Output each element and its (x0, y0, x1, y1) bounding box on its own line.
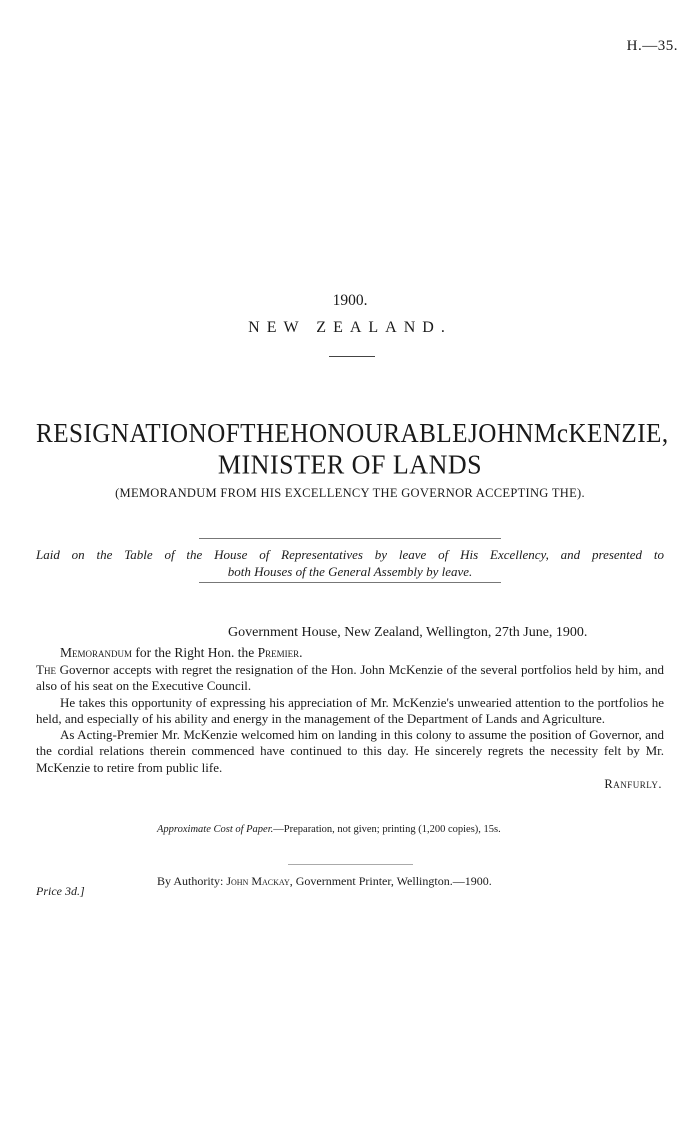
memo-paragraph: As Acting-Premier Mr. McKenzie welcomed him on landing in this colony to assume the position of Governor, and the cordial relations therein commenced have continued to this day. He sincerely regrets the necessity felt by Mr. McKenzie to retire from public life. (36, 727, 664, 775)
memo-paragraph-text: Governor accepts with regret the resignation of the Hon. John McKenzie of the several portfolios held by him, and also of his seat on the Executive Council. (36, 662, 664, 694)
divider-rule (199, 538, 501, 539)
title-word: HONOURABLE (290, 418, 468, 448)
title-word: OF (207, 418, 241, 448)
memo-heading (60, 645, 303, 661)
divider-rule (199, 582, 501, 583)
cost-label: Approximate Cost of Paper. (157, 824, 274, 835)
cost-text: —Preparation, not given; printing (1,200 copies), 15s. (273, 824, 501, 835)
title-word: McKENZIE, (534, 418, 669, 448)
signature: Ranfurly. (604, 777, 662, 791)
document-title-line-1 (36, 418, 669, 449)
publication-year: 1900. (332, 292, 368, 309)
document-title-line-2: MINISTER OF LANDS (217, 449, 483, 480)
paper-number: H.—35. (626, 38, 678, 54)
country-heading: NEW ZEALAND. (248, 319, 452, 336)
title-word: THE (240, 418, 291, 448)
divider-rule (329, 356, 375, 357)
memo-paragraph: He takes this opportunity of expressing his appreciation of Mr. McKenzie's unwearied attention to the portfolios he held, and especially of his ability and energy in the management of the Department of Lands and Agriculture. (36, 694, 664, 726)
memo-heading-middle: for the Right Hon. the (132, 645, 258, 660)
document-subtitle: (MEMORANDUM FROM HIS EXCELLENCY THE GOVERNOR ACCEPTING THE). (115, 486, 585, 500)
title-word: JOHN (467, 418, 535, 448)
printer-authority (157, 874, 492, 889)
price-note: Price 3d.] (36, 884, 85, 898)
laid-on-table-line-1: Laid on the Table of the House of Representatives by leave of His Excellency, and presented to (36, 547, 664, 562)
memo-heading-prefix: Memorandum (60, 645, 133, 660)
memo-body (36, 662, 664, 776)
memo-dateline: Government House, New Zealand, Wellington, 27th June, 1900. (228, 625, 588, 640)
memo-paragraph (36, 662, 664, 695)
memo-recipient: Premier. (257, 645, 303, 660)
divider-rule (288, 864, 413, 865)
authority-prefix: By Authority: (157, 874, 227, 888)
title-word: RESIGNATION (36, 418, 208, 448)
memo-paragraph-lead: The (36, 662, 56, 677)
laid-on-table-line-2: both Houses of the General Assembly by leave. (227, 564, 473, 579)
authority-suffix: , Government Printer, Wellington.—1900. (289, 874, 492, 888)
cost-of-paper-note (157, 824, 501, 835)
printer-name: John Mackay (226, 874, 290, 888)
